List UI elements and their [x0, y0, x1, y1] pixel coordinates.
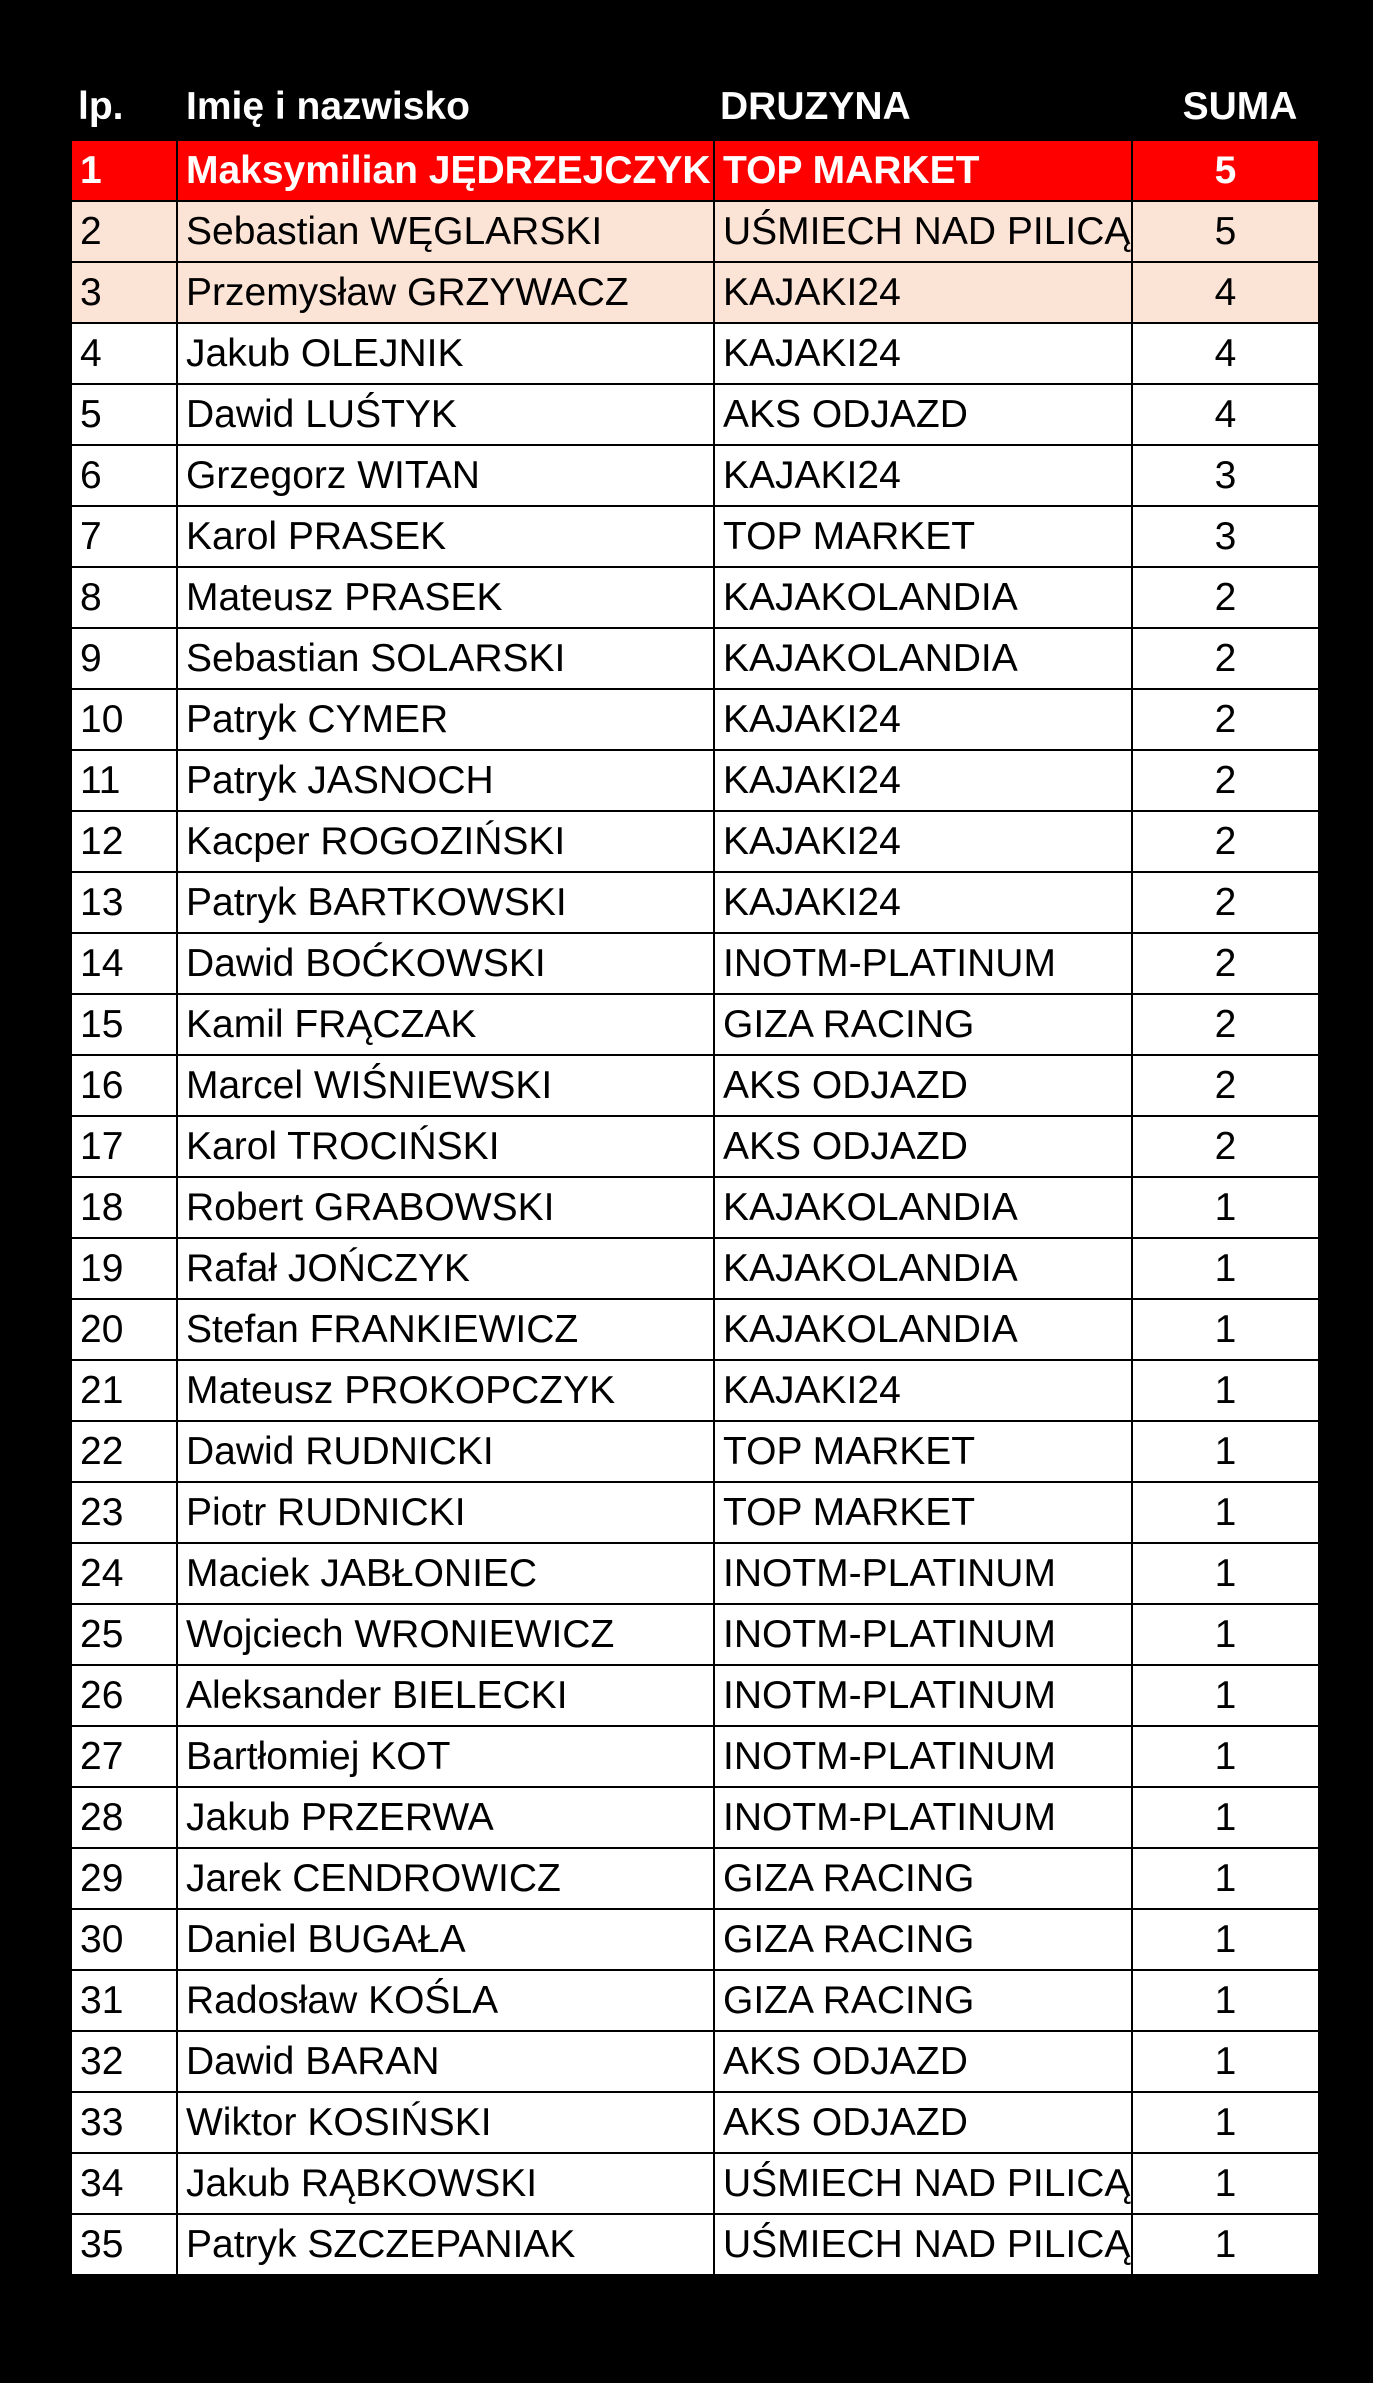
- cell-lp: 1: [71, 140, 177, 201]
- cell-sum: 4: [1132, 262, 1319, 323]
- cell-team: KAJAKOLANDIA: [714, 1238, 1132, 1299]
- cell-sum: 3: [1132, 445, 1319, 506]
- table-row: [71, 1604, 1319, 1665]
- cell-sum: 2: [1132, 628, 1319, 689]
- cell-lp: 10: [71, 689, 177, 750]
- cell-team: AKS ODJAZD: [714, 384, 1132, 445]
- cell-team: GIZA RACING: [714, 1970, 1132, 2031]
- cell-lp: 13: [71, 872, 177, 933]
- cell-lp: 35: [71, 2214, 177, 2275]
- table-row: [71, 1543, 1319, 1604]
- cell-name: Stefan FRANKIEWICZ: [177, 1299, 714, 1360]
- cell-team: KAJAKOLANDIA: [714, 1177, 1132, 1238]
- cell-team: UŚMIECH NAD PILICĄ: [714, 201, 1132, 262]
- cell-team: AKS ODJAZD: [714, 1116, 1132, 1177]
- cell-sum: 1: [1132, 1970, 1319, 2031]
- header-name: Imię i nazwisko: [186, 85, 470, 128]
- cell-team: AKS ODJAZD: [714, 2031, 1132, 2092]
- cell-sum: 1: [1132, 2092, 1319, 2153]
- cell-name: Dawid LUŚTYK: [177, 384, 714, 445]
- cell-lp: 18: [71, 1177, 177, 1238]
- cell-name: Patryk CYMER: [177, 689, 714, 750]
- table-row: [71, 567, 1319, 628]
- table-row: [71, 384, 1319, 445]
- cell-sum: 2: [1132, 750, 1319, 811]
- cell-team: INOTM-PLATINUM: [714, 1543, 1132, 1604]
- cell-name: Jakub OLEJNIK: [177, 323, 714, 384]
- table-row: [71, 1299, 1319, 1360]
- header-lp: lp.: [78, 85, 124, 128]
- table-row: [71, 262, 1319, 323]
- cell-sum: 3: [1132, 506, 1319, 567]
- cell-sum: 4: [1132, 384, 1319, 445]
- table-row: [71, 506, 1319, 567]
- cell-lp: 27: [71, 1726, 177, 1787]
- cell-name: Patryk JASNOCH: [177, 750, 714, 811]
- cell-name: Maksymilian JĘDRZEJCZYK: [177, 140, 714, 201]
- cell-name: Patryk SZCZEPANIAK: [177, 2214, 714, 2275]
- cell-name: Sebastian WĘGLARSKI: [177, 201, 714, 262]
- table-row: [71, 750, 1319, 811]
- table-row: [71, 2153, 1319, 2214]
- cell-team: KAJAKI24: [714, 750, 1132, 811]
- cell-lp: 22: [71, 1421, 177, 1482]
- table-row: [71, 1482, 1319, 1543]
- cell-lp: 9: [71, 628, 177, 689]
- cell-sum: 1: [1132, 1360, 1319, 1421]
- cell-lp: 32: [71, 2031, 177, 2092]
- cell-sum: 1: [1132, 1299, 1319, 1360]
- cell-name: Aleksander BIELECKI: [177, 1665, 714, 1726]
- cell-name: Jarek CENDROWICZ: [177, 1848, 714, 1909]
- table-row: [71, 2092, 1319, 2153]
- cell-sum: 1: [1132, 1421, 1319, 1482]
- table-row: [71, 994, 1319, 1055]
- cell-name: Przemysław GRZYWACZ: [177, 262, 714, 323]
- cell-team: TOP MARKET: [714, 140, 1132, 201]
- cell-sum: 1: [1132, 1909, 1319, 1970]
- cell-name: Grzegorz WITAN: [177, 445, 714, 506]
- table-row: [71, 689, 1319, 750]
- cell-name: Robert GRABOWSKI: [177, 1177, 714, 1238]
- cell-lp: 26: [71, 1665, 177, 1726]
- cell-name: Wojciech WRONIEWICZ: [177, 1604, 714, 1665]
- cell-name: Piotr RUDNICKI: [177, 1482, 714, 1543]
- cell-team: GIZA RACING: [714, 994, 1132, 1055]
- cell-lp: 33: [71, 2092, 177, 2153]
- table-row: [71, 1360, 1319, 1421]
- cell-name: Radosław KOŚLA: [177, 1970, 714, 2031]
- cell-lp: 5: [71, 384, 177, 445]
- table-row: [71, 201, 1319, 262]
- cell-sum: 1: [1132, 1726, 1319, 1787]
- cell-lp: 3: [71, 262, 177, 323]
- cell-sum: 5: [1132, 140, 1319, 201]
- cell-name: Karol PRASEK: [177, 506, 714, 567]
- cell-lp: 24: [71, 1543, 177, 1604]
- cell-team: TOP MARKET: [714, 1421, 1132, 1482]
- cell-name: Jakub RĄBKOWSKI: [177, 2153, 714, 2214]
- table-row: [71, 140, 1319, 201]
- cell-sum: 1: [1132, 1604, 1319, 1665]
- cell-name: Patryk BARTKOWSKI: [177, 872, 714, 933]
- cell-sum: 1: [1132, 1665, 1319, 1726]
- cell-name: Rafał JOŃCZYK: [177, 1238, 714, 1299]
- cell-team: KAJAKI24: [714, 872, 1132, 933]
- cell-sum: 1: [1132, 1482, 1319, 1543]
- table-row: [71, 1848, 1319, 1909]
- cell-name: Karol TROCIŃSKI: [177, 1116, 714, 1177]
- cell-lp: 8: [71, 567, 177, 628]
- table-row: [71, 872, 1319, 933]
- table-row: [71, 1177, 1319, 1238]
- cell-team: KAJAKOLANDIA: [714, 628, 1132, 689]
- cell-team: INOTM-PLATINUM: [714, 1604, 1132, 1665]
- table-row: [71, 1665, 1319, 1726]
- table-row: [71, 1238, 1319, 1299]
- cell-sum: 1: [1132, 2214, 1319, 2275]
- cell-lp: 29: [71, 1848, 177, 1909]
- cell-name: Mateusz PRASEK: [177, 567, 714, 628]
- cell-team: INOTM-PLATINUM: [714, 933, 1132, 994]
- cell-lp: 30: [71, 1909, 177, 1970]
- table-row: [71, 1787, 1319, 1848]
- cell-team: TOP MARKET: [714, 506, 1132, 567]
- cell-lp: 34: [71, 2153, 177, 2214]
- cell-team: KAJAKI24: [714, 689, 1132, 750]
- cell-lp: 21: [71, 1360, 177, 1421]
- cell-team: GIZA RACING: [714, 1909, 1132, 1970]
- cell-team: AKS ODJAZD: [714, 2092, 1132, 2153]
- cell-team: GIZA RACING: [714, 1848, 1132, 1909]
- cell-sum: 1: [1132, 2153, 1319, 2214]
- cell-sum: 2: [1132, 811, 1319, 872]
- cell-lp: 23: [71, 1482, 177, 1543]
- cell-sum: 1: [1132, 1238, 1319, 1299]
- cell-lp: 6: [71, 445, 177, 506]
- table-row: [71, 1970, 1319, 2031]
- cell-lp: 19: [71, 1238, 177, 1299]
- cell-sum: 2: [1132, 1116, 1319, 1177]
- cell-team: INOTM-PLATINUM: [714, 1665, 1132, 1726]
- results-table: [70, 139, 1320, 2276]
- cell-sum: 2: [1132, 567, 1319, 628]
- cell-team: KAJAKI24: [714, 323, 1132, 384]
- table-row: [71, 811, 1319, 872]
- cell-name: Dawid RUDNICKI: [177, 1421, 714, 1482]
- table-row: [71, 1116, 1319, 1177]
- cell-team: TOP MARKET: [714, 1482, 1132, 1543]
- cell-sum: 2: [1132, 872, 1319, 933]
- cell-sum: 1: [1132, 1787, 1319, 1848]
- cell-lp: 28: [71, 1787, 177, 1848]
- cell-name: Mateusz PROKOPCZYK: [177, 1360, 714, 1421]
- cell-lp: 31: [71, 1970, 177, 2031]
- cell-lp: 11: [71, 750, 177, 811]
- cell-sum: 2: [1132, 994, 1319, 1055]
- cell-lp: 7: [71, 506, 177, 567]
- results-body: [71, 140, 1319, 2275]
- cell-sum: 2: [1132, 1055, 1319, 1116]
- cell-lp: 15: [71, 994, 177, 1055]
- cell-sum: 1: [1132, 1177, 1319, 1238]
- header-team: DRUZYNA: [720, 85, 911, 128]
- table-row: [71, 933, 1319, 994]
- table-row: [71, 628, 1319, 689]
- cell-lp: 16: [71, 1055, 177, 1116]
- header-sum: SUMA: [1182, 85, 1298, 128]
- cell-team: KAJAKI24: [714, 445, 1132, 506]
- table-row: [71, 1726, 1319, 1787]
- cell-lp: 20: [71, 1299, 177, 1360]
- table-header: [70, 74, 1318, 139]
- cell-name: Sebastian SOLARSKI: [177, 628, 714, 689]
- cell-name: Kamil FRĄCZAK: [177, 994, 714, 1055]
- cell-name: Dawid BARAN: [177, 2031, 714, 2092]
- cell-team: UŚMIECH NAD PILICĄ: [714, 2214, 1132, 2275]
- cell-lp: 4: [71, 323, 177, 384]
- cell-sum: 1: [1132, 1543, 1319, 1604]
- cell-name: Wiktor KOSIŃSKI: [177, 2092, 714, 2153]
- cell-sum: 1: [1132, 1848, 1319, 1909]
- table-row: [71, 2031, 1319, 2092]
- cell-sum: 4: [1132, 323, 1319, 384]
- cell-name: Marcel WIŚNIEWSKI: [177, 1055, 714, 1116]
- cell-team: INOTM-PLATINUM: [714, 1726, 1132, 1787]
- cell-lp: 25: [71, 1604, 177, 1665]
- table-row: [71, 323, 1319, 384]
- cell-name: Maciek JABŁONIEC: [177, 1543, 714, 1604]
- cell-name: Jakub PRZERWA: [177, 1787, 714, 1848]
- table-row: [71, 2214, 1319, 2275]
- cell-sum: 5: [1132, 201, 1319, 262]
- cell-team: KAJAKI24: [714, 811, 1132, 872]
- cell-team: KAJAKI24: [714, 1360, 1132, 1421]
- cell-name: Kacper ROGOZIŃSKI: [177, 811, 714, 872]
- table-row: [71, 445, 1319, 506]
- table-row: [71, 1909, 1319, 1970]
- cell-sum: 1: [1132, 2031, 1319, 2092]
- cell-sum: 2: [1132, 689, 1319, 750]
- cell-name: Bartłomiej KOT: [177, 1726, 714, 1787]
- cell-lp: 2: [71, 201, 177, 262]
- table-row: [71, 1055, 1319, 1116]
- cell-team: KAJAKOLANDIA: [714, 567, 1132, 628]
- cell-lp: 14: [71, 933, 177, 994]
- cell-sum: 2: [1132, 933, 1319, 994]
- cell-team: AKS ODJAZD: [714, 1055, 1132, 1116]
- cell-team: KAJAKOLANDIA: [714, 1299, 1132, 1360]
- cell-team: KAJAKI24: [714, 262, 1132, 323]
- cell-team: UŚMIECH NAD PILICĄ: [714, 2153, 1132, 2214]
- cell-name: Daniel BUGAŁA: [177, 1909, 714, 1970]
- table-row: [71, 1421, 1319, 1482]
- cell-lp: 12: [71, 811, 177, 872]
- cell-lp: 17: [71, 1116, 177, 1177]
- cell-name: Dawid BOĆKOWSKI: [177, 933, 714, 994]
- cell-team: INOTM-PLATINUM: [714, 1787, 1132, 1848]
